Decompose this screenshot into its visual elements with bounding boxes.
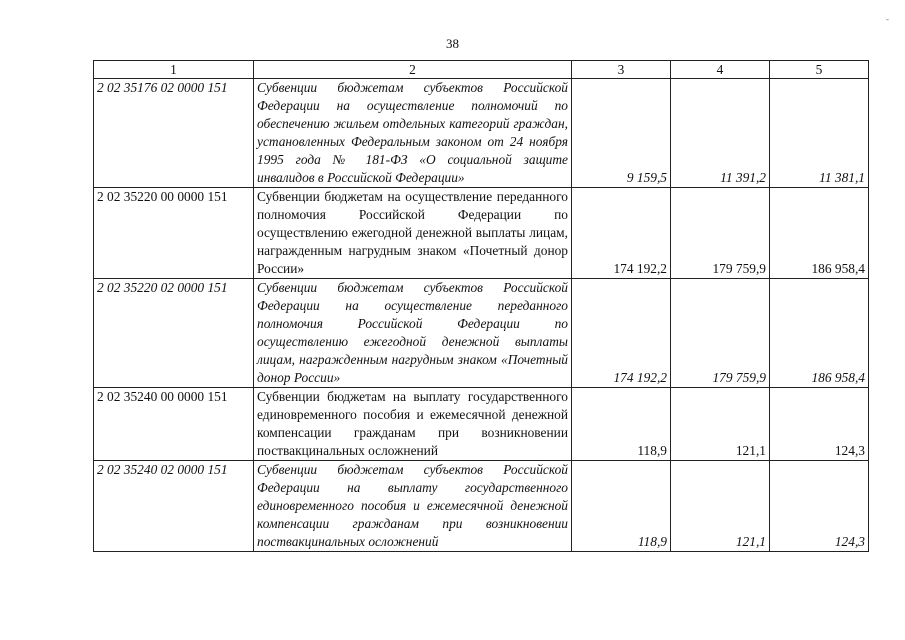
- budget-table: [93, 60, 869, 552]
- row-description: Субвенции бюджетам субъектов Российской Федерации на осуществление полномочий по обеспечению жильем отдельных категорий граждан, установленных Федеральным законом от 24 ноября 1995 года № 181-ФЗ «О социальной защите инвалидов в Российской Федерации»: [254, 79, 572, 188]
- row-code: 2 02 35240 02 0000 151: [94, 461, 254, 552]
- header-cell-col1: 1: [94, 61, 254, 79]
- row-value-col4: 11 391,2: [671, 79, 770, 188]
- row-value-col3: 118,9: [572, 461, 671, 552]
- row-description: Субвенции бюджетам субъектов Российской Федерации на выплату государственного единовременного пособия и ежемесячной денежной компенсации гражданам при возникновении поствакцинальных осложнений: [254, 461, 572, 552]
- row-code: 2 02 35176 02 0000 151: [94, 79, 254, 188]
- row-value-col3: 174 192,2: [572, 188, 671, 279]
- row-description: Субвенции бюджетам на выплату государственного единовременного пособия и ежемесячной денежной компенсации гражданам при возникновении поствакцинальных осложнений: [254, 388, 572, 461]
- row-value-col4: 179 759,9: [671, 188, 770, 279]
- row-value-col3: 174 192,2: [572, 279, 671, 388]
- header-cell-col4: 4: [671, 61, 770, 79]
- row-value-col4: 121,1: [671, 388, 770, 461]
- table-row: [94, 188, 869, 279]
- header-cell-col5: 5: [770, 61, 869, 79]
- row-code: 2 02 35220 02 0000 151: [94, 279, 254, 388]
- row-code: 2 02 35240 00 0000 151: [94, 388, 254, 461]
- table-row: [94, 461, 869, 552]
- header-row: [94, 61, 869, 79]
- row-value-col4: 179 759,9: [671, 279, 770, 388]
- row-value-col3: 118,9: [572, 388, 671, 461]
- table-row: [94, 388, 869, 461]
- row-description: Субвенции бюджетам субъектов Российской Федерации на осуществление переданного полномочия Российской Федерации по осуществлению ежегодной денежной выплаты лицам, награжденным нагрудным знаком «Почетный донор России»: [254, 279, 572, 388]
- row-value-col5: 124,3: [770, 388, 869, 461]
- row-value-col5: 186 958,4: [770, 188, 869, 279]
- row-code: 2 02 35220 00 0000 151: [94, 188, 254, 279]
- header-cell-col3: 3: [572, 61, 671, 79]
- row-description: Субвенции бюджетам на осуществление переданного полномочия Российской Федерации по осуществлению ежегодной денежной выплаты лицам, награжденным нагрудным знаком «Почетный донор России»: [254, 188, 572, 279]
- header-cell-col2: 2: [254, 61, 572, 79]
- row-value-col5: 11 381,1: [770, 79, 869, 188]
- table-row: [94, 279, 869, 388]
- page-number: 38: [446, 36, 459, 51]
- row-value-col5: 186 958,4: [770, 279, 869, 388]
- row-value-col5: 124,3: [770, 461, 869, 552]
- corner-mark: -: [886, 14, 889, 24]
- table-row: [94, 79, 869, 188]
- row-value-col4: 121,1: [671, 461, 770, 552]
- row-value-col3: 9 159,5: [572, 79, 671, 188]
